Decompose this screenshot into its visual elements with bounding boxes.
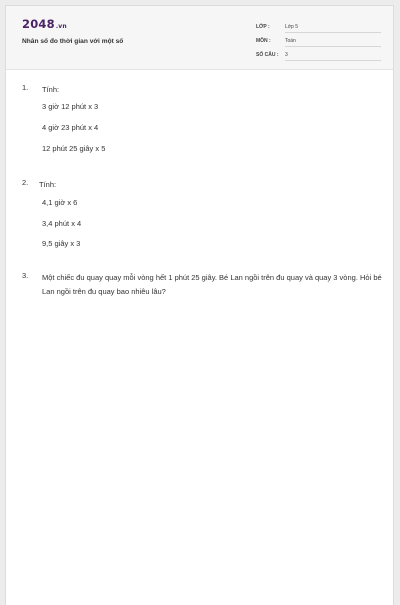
question-number: 2.: [22, 178, 29, 187]
meta-row-subject: [256, 37, 381, 47]
meta-value-subject-text: Toán: [285, 38, 296, 44]
site-logo[interactable]: [22, 17, 67, 31]
lesson-title: Nhân số đo thời gian với một số: [22, 38, 124, 45]
meta-value-question-count: [285, 52, 381, 61]
question-1-item-3: 12 phút 25 giây x 5: [42, 144, 106, 153]
meta-label-grade: LỚP :: [256, 24, 270, 30]
question-2-item-3: 9,5 giây x 3: [42, 239, 81, 248]
meta-row-grade: [256, 23, 381, 33]
question-number: 1.: [22, 83, 29, 92]
question-2-item-1: 4,1 giờ x 6: [42, 198, 78, 207]
question-text: Tính:: [42, 85, 60, 94]
question-text: Tính:: [39, 180, 57, 189]
logo-main-text: 2048: [22, 17, 55, 31]
question-text: Một chiếc đu quay quay mỗi vòng hết 1 phút 25 giây. Bé Lan ngồi trên đu quay và quay 3 vòng. Hỏi bé Lan ngồi trên đu quay bao nhiêu lâu?: [42, 273, 382, 296]
meta-value-subject: [285, 38, 381, 47]
logo-suffix-text: .vn: [55, 23, 67, 30]
meta-value-grade-text: Lớp 5: [285, 24, 299, 30]
meta-value-grade: [285, 24, 381, 33]
meta-label-subject: MÔN :: [256, 38, 271, 44]
meta-value-question-count-text: 3: [285, 52, 288, 58]
meta-row-question-count: [256, 51, 381, 61]
meta-label-question-count: SỐ CÂU :: [256, 52, 279, 58]
question-1-item-2: 4 giờ 23 phút x 4: [42, 123, 99, 132]
question-number: 3.: [22, 271, 29, 280]
worksheet-header: [6, 6, 393, 70]
question-1-item-1: 3 giờ 12 phút x 3: [42, 102, 99, 111]
worksheet-page: [5, 5, 394, 605]
question-2-item-2: 3,4 phút x 4: [42, 219, 82, 228]
